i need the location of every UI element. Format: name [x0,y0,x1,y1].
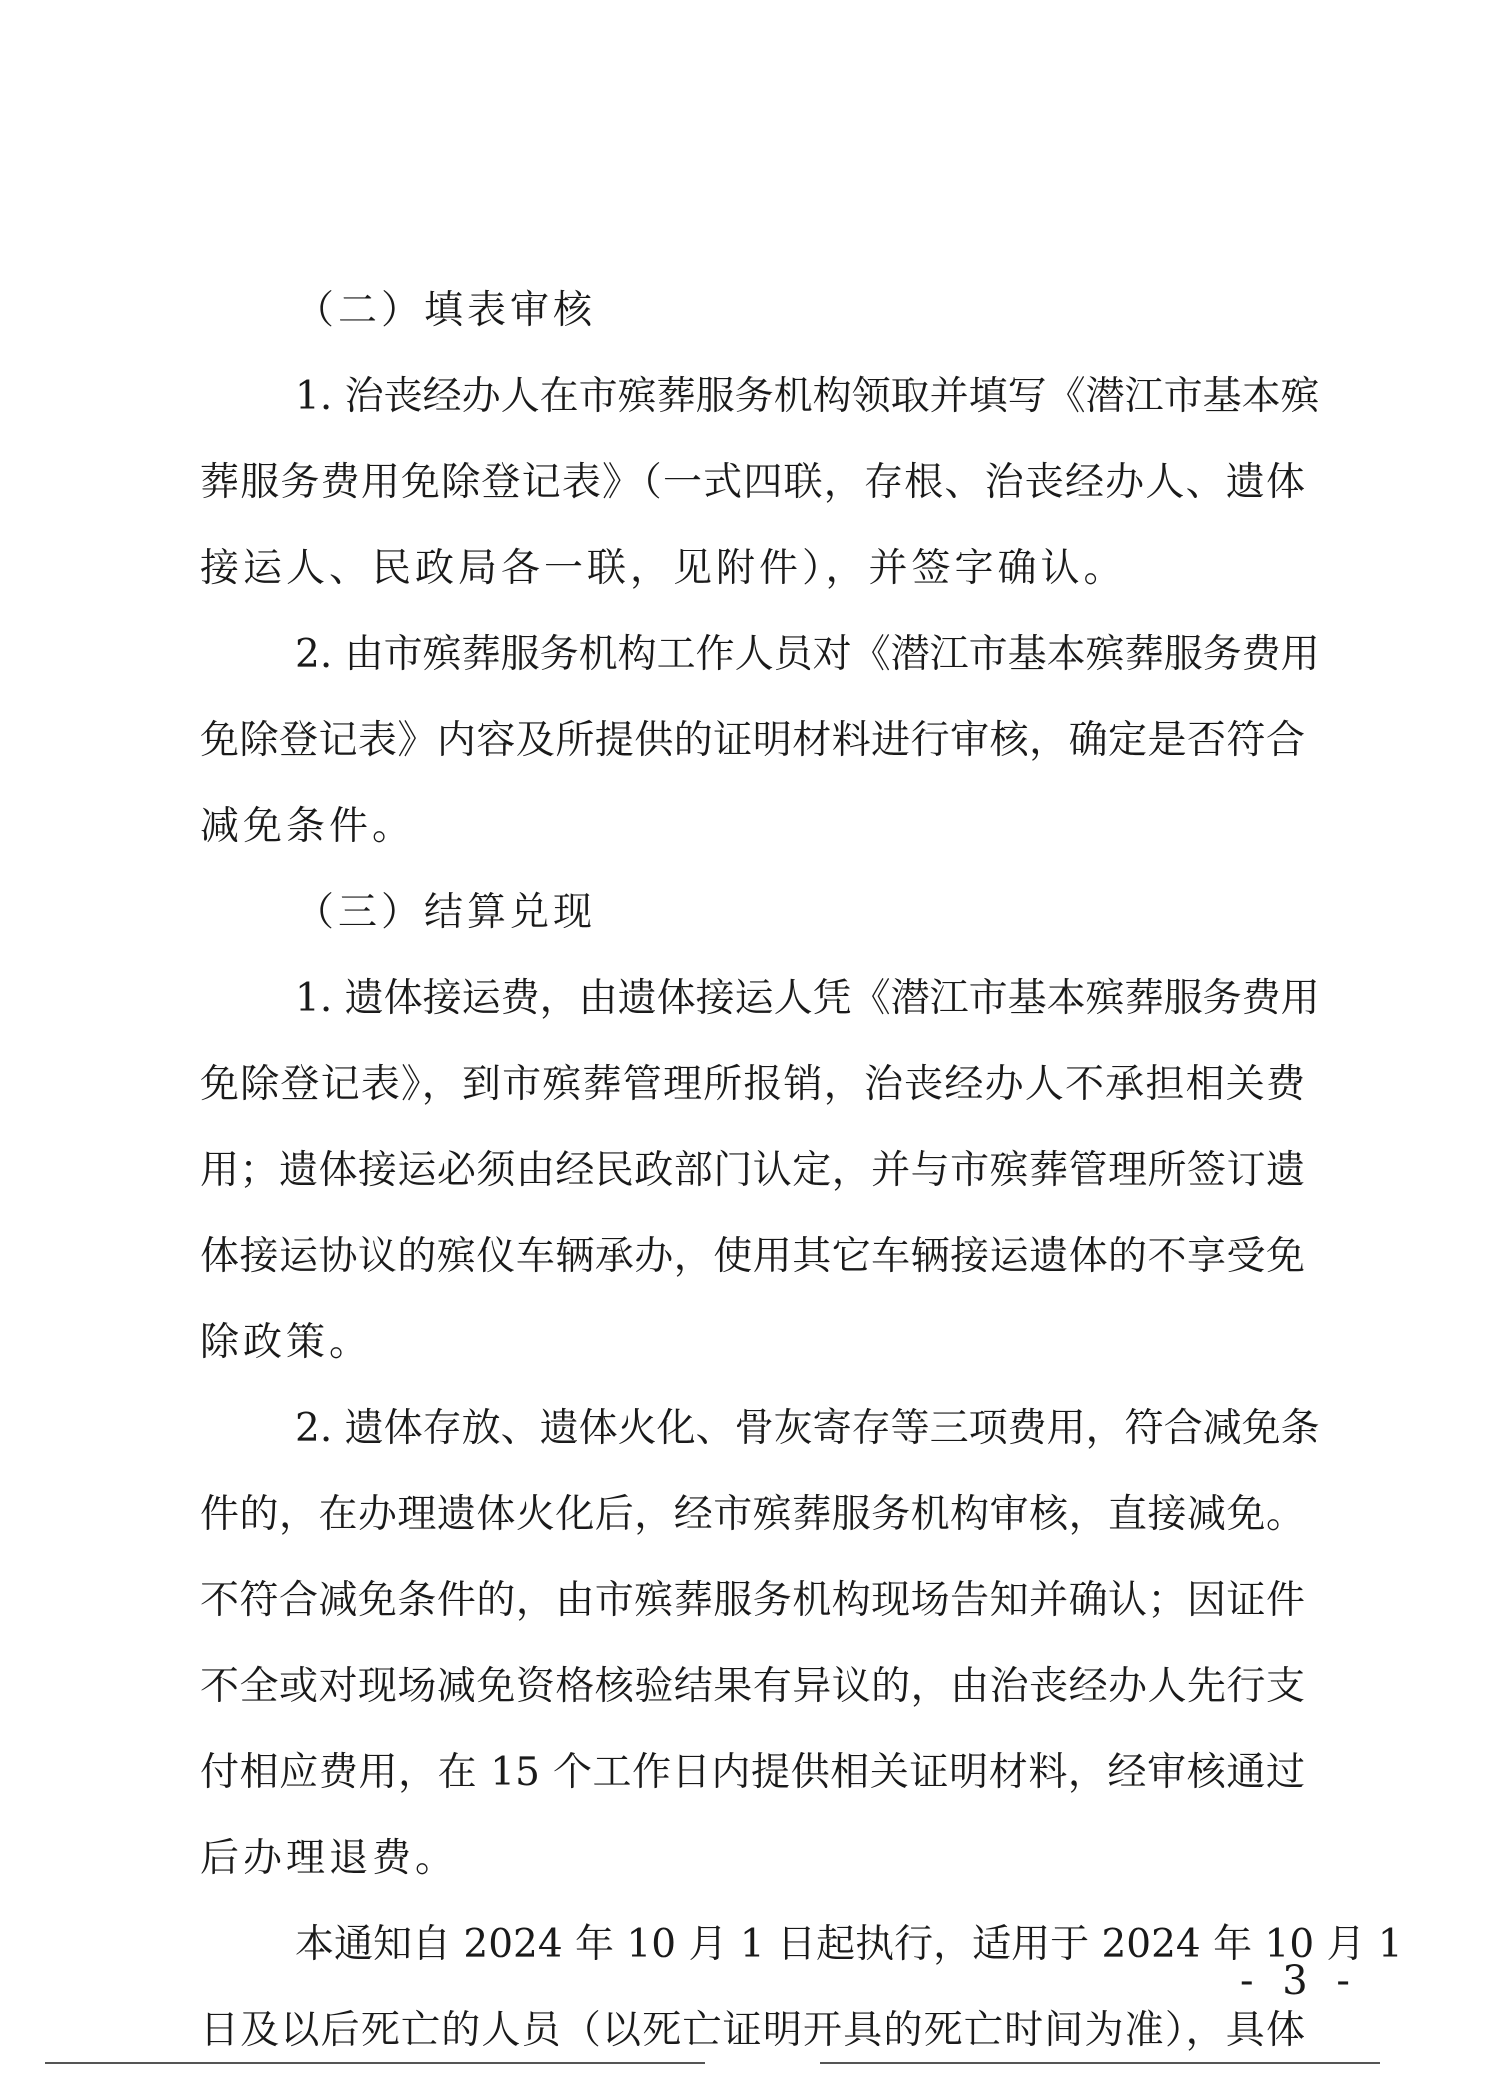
paragraph-line: 2. 遗体存放、遗体火化、骨灰寄存等三项费用，符合减免条 [295,1406,1320,1451]
paragraph-line: 免除登记表》内容及所提供的证明材料进行审核，确定是否符合 [200,718,1305,763]
section-heading-3: （三）结算兑现 [295,890,597,935]
paragraph-line: 2. 由市殡葬服务机构工作人员对《潜江市基本殡葬服务费用 [295,632,1320,677]
paragraph-line: 1. 遗体接运费，由遗体接运人凭《潜江市基本殡葬服务费用 [295,976,1320,1021]
paragraph-line: 日及以后死亡的人员（以死亡证明开具的死亡时间为准），具体 [200,2008,1305,2053]
paragraph-line: 件的，在办理遗体火化后，经市殡葬服务机构审核，直接减免。 [200,1492,1305,1537]
paragraph-line: 付相应费用，在 15 个工作日内提供相关证明材料，经审核通过 [200,1750,1305,1795]
paragraph-line: 后办理退费。 [200,1836,459,1881]
paragraph-line: 体接运协议的殡仪车辆承办，使用其它车辆接运遗体的不享受免 [200,1234,1305,1279]
bottom-rule-right [820,2062,1380,2064]
paragraph-line: 不符合减免条件的，由市殡葬服务机构现场告知并确认；因证件 [200,1578,1305,1623]
page-number: - 3 - [1240,1958,1358,2004]
bottom-rule-left [45,2062,705,2064]
paragraph-line: 免除登记表》，到市殡葬管理所报销，治丧经办人不承担相关费 [200,1062,1305,1107]
paragraph-line: 除政策。 [200,1320,373,1365]
paragraph-line: 葬服务费用免除登记表》（一式四联，存根、治丧经办人、遗体 [200,460,1305,505]
paragraph-line: 1. 治丧经办人在市殡葬服务机构领取并填写《潜江市基本殡 [295,374,1320,419]
paragraph-line: 不全或对现场减免资格核验结果有异议的，由治丧经办人先行支 [200,1664,1305,1709]
paragraph-line: 用；遗体接运必须由经民政部门认定，并与市殡葬管理所签订遗 [200,1148,1305,1193]
paragraph-line: 本通知自 2024 年 10 月 1 日起执行，适用于 2024 年 10 月 1 [295,1922,1403,1967]
document-body [200,268,1403,2074]
paragraph-line: 减免条件。 [200,804,416,849]
section-heading-2: （二）填表审核 [295,288,597,333]
paragraph-line: 接运人、民政局各一联，见附件），并签字确认。 [200,546,1127,591]
